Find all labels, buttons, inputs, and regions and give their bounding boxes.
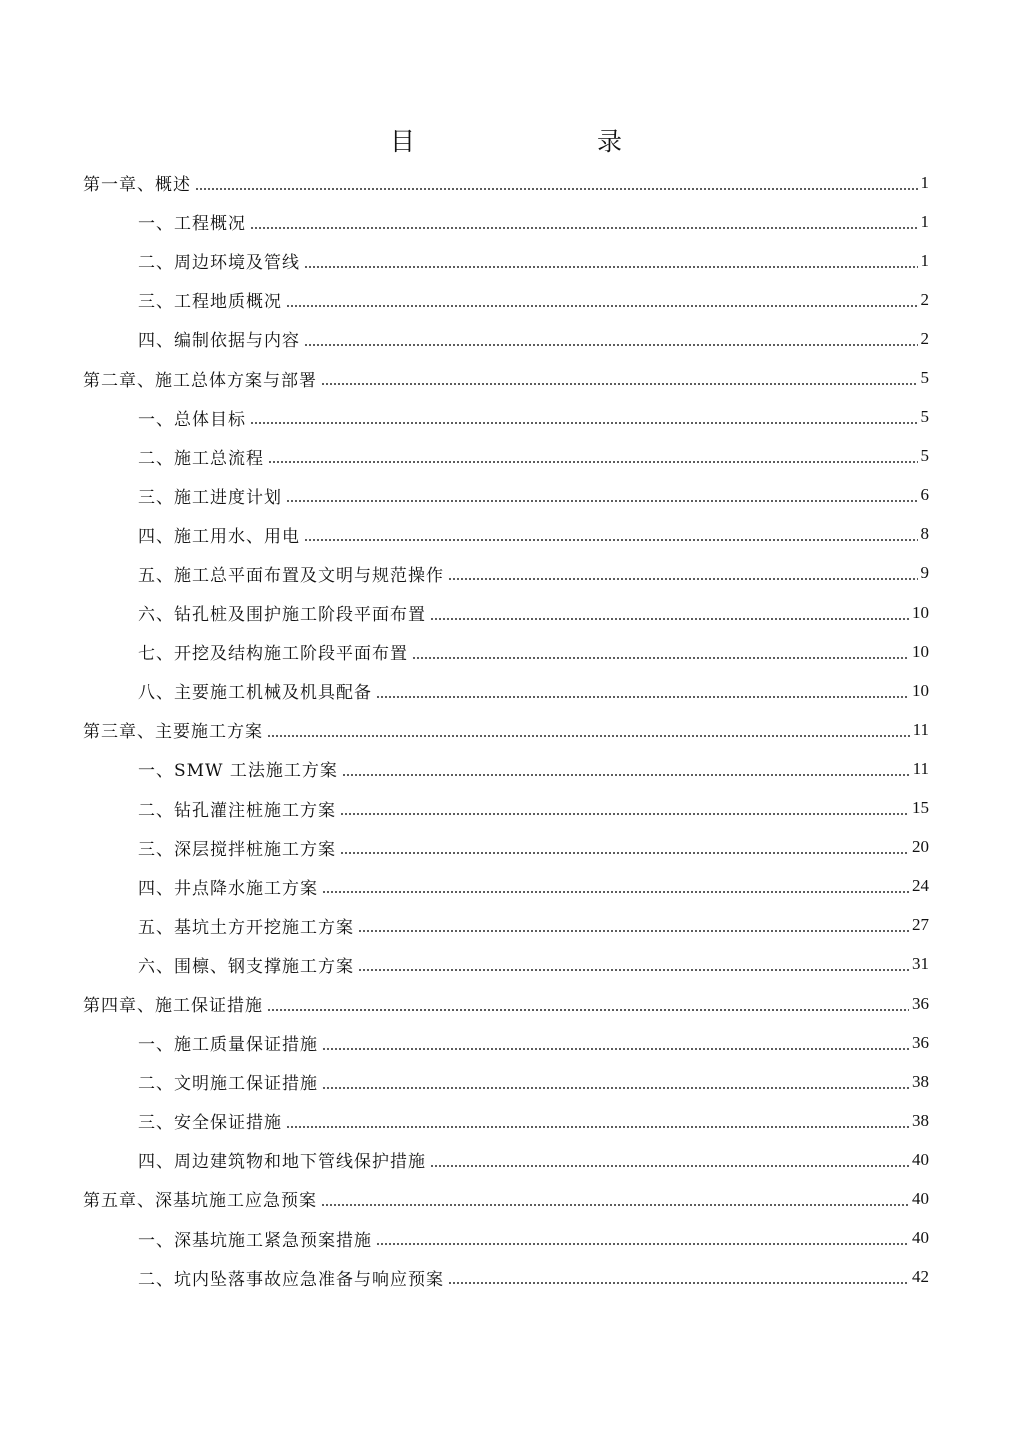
toc-entry-label: 八、主要施工机械及机具配备 (138, 683, 372, 704)
toc-entry-label: 二、施工总流程 (138, 448, 264, 469)
toc-section-entry[interactable] (83, 437, 929, 476)
toc-entry-label: 四、施工用水、用电 (138, 526, 300, 547)
toc-dot-leader (358, 928, 909, 934)
toc-dot-leader (321, 1202, 909, 1208)
toc-dot-leader (304, 264, 918, 270)
toc-section-entry[interactable] (83, 593, 929, 632)
table-of-contents (83, 163, 929, 1297)
toc-chapter-entry[interactable] (83, 358, 929, 397)
toc-entry-label: 二、周边环境及管线 (138, 253, 300, 274)
toc-entry-label: 六、围檩、钢支撑施工方案 (138, 956, 354, 977)
toc-entry-label: 三、安全保证措施 (138, 1113, 282, 1134)
toc-page-number: 1 (920, 211, 929, 231)
toc-page-number: 36 (912, 1032, 929, 1052)
toc-dot-leader (322, 889, 909, 895)
toc-page-number: 9 (920, 563, 929, 583)
toc-dot-leader (448, 1280, 909, 1286)
toc-page-number: 5 (920, 407, 929, 427)
toc-page-number: 15 (912, 798, 929, 818)
toc-dot-leader (358, 967, 909, 973)
toc-dot-leader (430, 616, 909, 622)
toc-section-entry[interactable] (83, 1219, 929, 1258)
toc-entry-label: 一、SMW 工法施工方案 (138, 761, 338, 782)
toc-section-entry[interactable] (83, 867, 929, 906)
toc-chapter-entry[interactable] (83, 984, 929, 1023)
toc-section-entry[interactable] (83, 554, 929, 593)
toc-page-number: 40 (912, 1188, 929, 1208)
toc-entry-label: 一、深基坑施工紧急预案措施 (138, 1230, 372, 1251)
toc-chapter-entry[interactable] (83, 1179, 929, 1218)
toc-dot-leader (195, 186, 918, 192)
toc-title: 目 录 (389, 127, 666, 156)
toc-section-entry[interactable] (83, 1140, 929, 1179)
toc-chapter-entry[interactable] (83, 163, 929, 202)
toc-section-entry[interactable] (83, 515, 929, 554)
toc-dot-leader (322, 1046, 909, 1052)
toc-section-entry[interactable] (83, 749, 929, 788)
toc-page-number: 11 (912, 758, 929, 778)
toc-section-entry[interactable] (83, 632, 929, 671)
toc-page-number: 38 (912, 1110, 929, 1130)
toc-dot-leader (376, 694, 909, 700)
toc-entry-label: 三、施工进度计划 (138, 487, 282, 508)
toc-section-entry[interactable] (83, 789, 929, 828)
toc-dot-leader (304, 537, 918, 543)
toc-entry-label: 二、文明施工保证措施 (138, 1074, 318, 1095)
toc-dot-leader (250, 420, 918, 426)
toc-dot-leader (250, 225, 918, 231)
toc-dot-leader (286, 1124, 909, 1130)
toc-section-entry[interactable] (83, 1258, 929, 1297)
toc-dot-leader (342, 772, 910, 778)
toc-section-entry[interactable] (83, 828, 929, 867)
toc-entry-label: 五、基坑土方开挖施工方案 (138, 917, 354, 938)
toc-page-number: 31 (912, 954, 929, 974)
toc-page-number: 8 (920, 524, 929, 544)
toc-entry-label: 一、总体目标 (138, 409, 246, 430)
toc-dot-leader (286, 498, 918, 504)
toc-page-number: 36 (912, 993, 929, 1013)
toc-entry-label: 四、编制依据与内容 (138, 331, 300, 352)
toc-section-entry[interactable] (83, 319, 929, 358)
toc-section-entry[interactable] (83, 906, 929, 945)
toc-section-entry[interactable] (83, 1023, 929, 1062)
toc-page-number: 38 (912, 1071, 929, 1091)
toc-entry-label: 第三章、主要施工方案 (83, 722, 263, 743)
toc-page-number: 40 (912, 1149, 929, 1169)
toc-page-number: 5 (920, 446, 929, 466)
toc-page-number: 42 (912, 1267, 929, 1287)
toc-entry-label: 第一章、概述 (83, 175, 191, 196)
toc-entry-label: 第二章、施工总体方案与部署 (83, 370, 317, 391)
toc-page-number: 10 (912, 680, 929, 700)
toc-page-number: 2 (920, 328, 929, 348)
toc-entry-label: 二、坑内坠落事故应急准备与响应预案 (138, 1269, 444, 1290)
toc-entry-label: 二、钻孔灌注桩施工方案 (138, 800, 336, 821)
toc-page-number: 40 (912, 1228, 929, 1248)
toc-dot-leader (286, 303, 918, 309)
toc-dot-leader (430, 1163, 909, 1169)
toc-entry-label: 七、开挖及结构施工阶段平面布置 (138, 644, 408, 665)
toc-entry-label: 第五章、深基坑施工应急预案 (83, 1191, 317, 1212)
toc-section-entry[interactable] (83, 476, 929, 515)
toc-dot-leader (412, 655, 909, 661)
toc-entry-label: 三、深层搅拌桩施工方案 (138, 839, 336, 860)
toc-dot-leader (304, 342, 918, 348)
toc-entry-label: 一、施工质量保证措施 (138, 1035, 318, 1056)
toc-dot-leader (340, 811, 909, 817)
toc-section-entry[interactable] (83, 202, 929, 241)
toc-section-entry[interactable] (83, 671, 929, 710)
toc-entry-label: 三、工程地质概况 (138, 292, 282, 313)
toc-dot-leader (268, 459, 918, 465)
toc-entry-label: 六、钻孔桩及围护施工阶段平面布置 (138, 605, 426, 626)
toc-entry-label: 一、工程概况 (138, 214, 246, 235)
toc-dot-leader (267, 1007, 909, 1013)
toc-page-number: 2 (920, 289, 929, 309)
toc-entry-label: 四、井点降水施工方案 (138, 878, 318, 899)
toc-entry-label: 五、施工总平面布置及文明与规范操作 (138, 565, 444, 586)
toc-page-number: 6 (920, 485, 929, 505)
toc-dot-leader (267, 733, 910, 739)
toc-dot-leader (321, 381, 918, 387)
toc-section-entry[interactable] (83, 945, 929, 984)
toc-section-entry[interactable] (83, 398, 929, 437)
toc-dot-leader (322, 1085, 909, 1091)
toc-page-number: 1 (920, 172, 929, 192)
toc-page-number: 1 (920, 250, 929, 270)
toc-page-number: 10 (912, 602, 929, 622)
toc-dot-leader (448, 576, 918, 582)
toc-section-entry[interactable] (83, 1062, 929, 1101)
toc-page-number: 27 (912, 915, 929, 935)
toc-page-number: 20 (912, 837, 929, 857)
toc-entry-label: 四、周边建筑物和地下管线保护措施 (138, 1152, 426, 1173)
toc-page-number: 11 (912, 719, 929, 739)
toc-page-number: 10 (912, 641, 929, 661)
toc-dot-leader (340, 850, 909, 856)
toc-section-entry[interactable] (83, 241, 929, 280)
toc-chapter-entry[interactable] (83, 710, 929, 749)
toc-dot-leader (376, 1241, 909, 1247)
toc-section-entry[interactable] (83, 1101, 929, 1140)
toc-entry-label: 第四章、施工保证措施 (83, 996, 263, 1017)
toc-page-number: 5 (920, 368, 929, 388)
toc-section-entry[interactable] (83, 280, 929, 319)
toc-page-number: 24 (912, 876, 929, 896)
